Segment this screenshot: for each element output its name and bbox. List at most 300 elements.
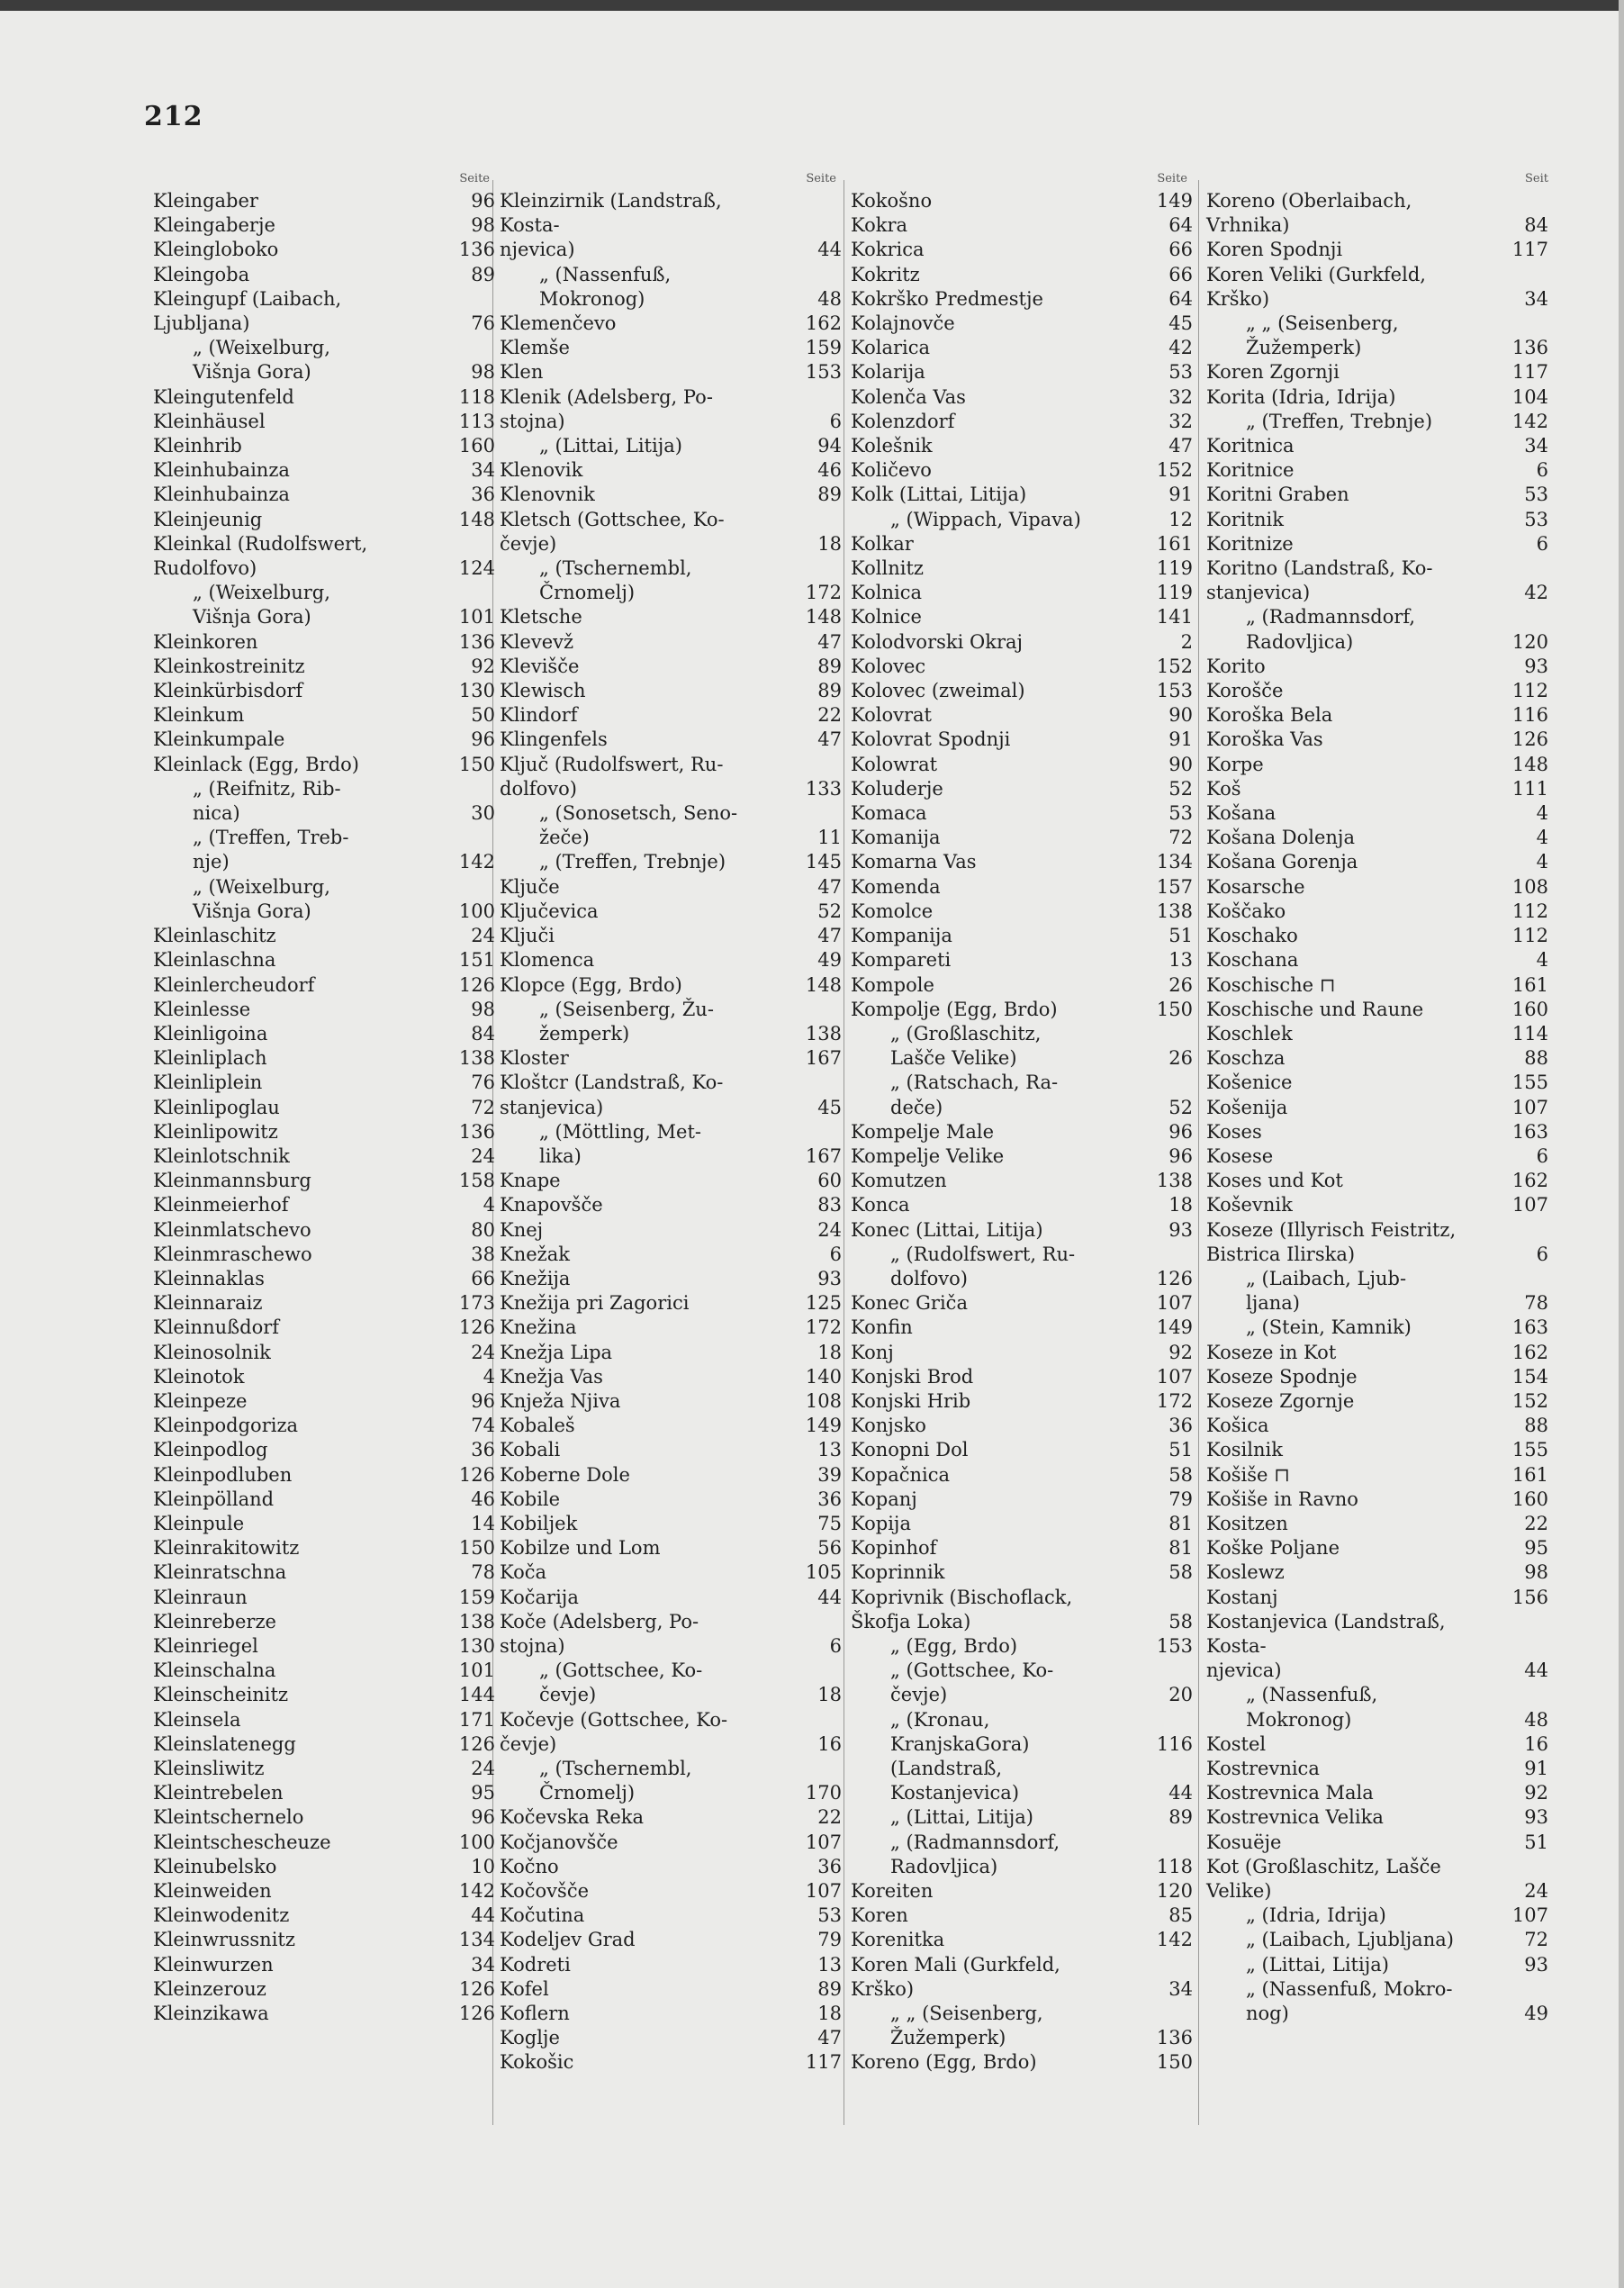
entry-page-number: 72 [1168, 827, 1193, 849]
entry-name: „ (Radmannsdorf, Radovljica) [1246, 606, 1416, 653]
entry-page-number: 107 [805, 1880, 842, 1903]
entry-name: „ (Treffen, Treb- nje) [193, 827, 349, 873]
entry-page-number: 172 [1156, 1389, 1193, 1412]
entry-page-number: 47 [817, 925, 842, 947]
entry-name: Kleinlack (Egg, Brdo) [153, 753, 359, 775]
entry-name: Kletsch (Gottschee, Ko- čevje) [500, 508, 725, 555]
index-entry [153, 434, 495, 458]
entry-name: „ (Wippach, Vipava) [890, 508, 1081, 530]
entry-page-number: 64 [1168, 287, 1193, 310]
entry-page-number: 98 [471, 214, 495, 237]
entry-name: Kleinlotschnik [153, 1144, 290, 1167]
entry-page-number: 22 [817, 704, 842, 727]
entry-page-number: 50 [471, 704, 495, 727]
entry-name: „ (Laibach, Ljubljana) [1246, 1929, 1454, 1951]
entry-name: Komaca [851, 802, 927, 825]
entry-page-number: 66 [1168, 263, 1193, 285]
index-entry [851, 1243, 1193, 1291]
index-entry [851, 1831, 1193, 1879]
entry-page-number: 172 [805, 582, 842, 604]
entry-name: Kolovec (zweimal) [851, 680, 1025, 702]
entry-name: „ (Tschernembl, Črnomelj) [539, 1758, 692, 1804]
entry-page-number: 6 [829, 1634, 842, 1657]
entry-page-number: 76 [471, 1072, 495, 1094]
index-column-2 [500, 169, 842, 2075]
entry-name: Klevevž [500, 630, 574, 653]
entry-name: Kobile [500, 1488, 561, 1510]
entry-name: „ (Idria, Idrija) [1246, 1904, 1386, 1927]
entry-name: Kočjanovšče [500, 1831, 618, 1853]
entry-name: Kleinpule [153, 1512, 245, 1534]
entry-page-number: 153 [805, 361, 842, 384]
entry-name: Kleinmannsburg [153, 1170, 311, 1192]
index-entry [500, 1438, 842, 1462]
index-entry [500, 655, 842, 679]
entry-list [153, 189, 495, 2026]
entry-name: Kosese [1206, 1144, 1274, 1167]
index-entry [1206, 1928, 1548, 1952]
entry-page-number: 155 [1511, 1439, 1548, 1461]
entry-page-number: 134 [1156, 851, 1193, 873]
index-entry [153, 213, 495, 238]
index-entry [500, 1046, 842, 1071]
entry-page-number: 34 [1524, 287, 1548, 310]
entry-page-number: 4 [1536, 802, 1548, 825]
entry-name: Kostanj [1206, 1586, 1278, 1608]
entry-name: „ (Großlaschitz, Lašče Velike) [890, 1022, 1042, 1070]
index-entry [1206, 1120, 1548, 1144]
entry-name: Ključi [500, 925, 555, 947]
entry-page-number: 158 [458, 1170, 495, 1192]
index-entry [1206, 1414, 1548, 1438]
entry-page-number: 96 [471, 1806, 495, 1829]
index-entry [851, 1805, 1193, 1830]
entry-name: „ (Weixelburg, Višnja Gora) [193, 337, 330, 384]
entry-name: „ (Treffen, Trebnje) [539, 851, 726, 873]
index-entry [153, 1267, 495, 1291]
entry-name: Kleinreberze [153, 1610, 276, 1632]
entry-name: „ (Weixelburg, Višnja Gora) [193, 582, 330, 629]
entry-name: „ (Radmannsdorf, Radovljica) [890, 1831, 1060, 1877]
index-entry [500, 1536, 842, 1560]
index-entry [1206, 1389, 1548, 1414]
index-entry [1206, 1757, 1548, 1781]
entry-page-number: 107 [805, 1831, 842, 1853]
entry-page-number: 84 [1524, 214, 1548, 237]
index-entry [500, 263, 842, 312]
entry-page-number: 44 [471, 1904, 495, 1927]
index-entry [153, 1855, 495, 1879]
entry-page-number: 92 [1168, 1341, 1193, 1363]
index-entry [153, 1218, 495, 1243]
entry-name: Koflern [500, 2003, 570, 2025]
index-entry [153, 777, 495, 826]
entry-page-number: 48 [1524, 1708, 1548, 1731]
entry-name: Kleingutenfeld [153, 385, 294, 408]
entry-name: Kompole [851, 973, 934, 996]
entry-name: Knežija pri Zagorici [500, 1292, 690, 1315]
index-entry [1206, 189, 1548, 238]
entry-page-number: 91 [1524, 1758, 1548, 1779]
entry-name: Kleingoba [153, 263, 250, 285]
entry-name: „ (Seisenberg, Žu- žemperk) [539, 998, 714, 1045]
entry-name: Kositzen [1206, 1512, 1288, 1534]
entry-name: „ (Littai, Litija) [539, 435, 682, 457]
index-entry [153, 1046, 495, 1071]
entry-page-number: 162 [1511, 1170, 1548, 1192]
entry-page-number: 4 [1536, 851, 1548, 873]
entry-name: „ (Sonosetsch, Seno- žeče) [539, 802, 738, 849]
entry-name: Kleinosolnik [153, 1341, 271, 1363]
entry-page-number: 112 [1511, 900, 1548, 922]
entry-page-number: 49 [817, 949, 842, 972]
index-entry [500, 1316, 842, 1340]
index-entry [1206, 1488, 1548, 1512]
entry-page-number: 119 [1156, 582, 1193, 604]
entry-name: Kokošno [851, 190, 933, 212]
entry-page-number: 24 [817, 1218, 842, 1241]
index-entry [500, 1757, 842, 1805]
index-entry [153, 728, 495, 752]
index-entry [851, 2002, 1193, 2050]
entry-page-number: 150 [458, 1537, 495, 1560]
entry-page-number: 45 [1168, 312, 1193, 335]
entry-name: Kloštcr (Landstraß, Ko- stanjevica) [500, 1072, 724, 1118]
entry-page-number: 46 [471, 1488, 495, 1510]
index-entry [851, 1488, 1193, 1512]
index-entry [153, 1193, 495, 1217]
entry-name: Kleinkostreinitz [153, 655, 305, 677]
entry-page-number: 83 [817, 1194, 842, 1216]
entry-page-number: 91 [1168, 484, 1193, 506]
index-entry [153, 1414, 495, 1438]
entry-name: „ (Kronau, KranjskaGora) [890, 1708, 1030, 1755]
index-entry [500, 1365, 842, 1389]
index-entry [1206, 1512, 1548, 1536]
index-entry [153, 1831, 495, 1855]
entry-page-number: 22 [817, 1806, 842, 1829]
index-entry [1206, 728, 1548, 752]
entry-name: Kopija [851, 1512, 911, 1534]
entry-page-number: 161 [1511, 1463, 1548, 1486]
entry-page-number: 112 [1511, 925, 1548, 947]
entry-page-number: 138 [805, 1022, 842, 1045]
index-entry [153, 287, 495, 336]
index-entry [1206, 679, 1548, 703]
entry-page-number: 26 [1168, 973, 1193, 996]
entry-page-number: 52 [817, 900, 842, 922]
entry-page-number: 80 [471, 1218, 495, 1241]
entry-name: Kolk (Littai, Litija) [851, 484, 1027, 506]
index-entry [153, 1488, 495, 1512]
entry-name: Koschlek [1206, 1022, 1293, 1045]
entry-page-number: 157 [1156, 875, 1193, 898]
entry-page-number: 58 [1168, 1463, 1193, 1486]
index-entry [153, 1169, 495, 1193]
entry-page-number: 44 [1524, 1659, 1548, 1682]
entry-name: Koslewz [1206, 1561, 1285, 1584]
index-entry [851, 2050, 1193, 2075]
index-entry [851, 1586, 1193, 1634]
entry-page-number: 58 [1168, 1561, 1193, 1584]
index-entry [1206, 801, 1548, 826]
index-entry [153, 753, 495, 777]
entry-page-number: 14 [471, 1512, 495, 1534]
entry-name: Knej [500, 1218, 544, 1241]
entry-name: Kompelje Male [851, 1120, 995, 1143]
entry-page-number: 90 [1168, 704, 1193, 727]
index-entry [500, 2050, 842, 2075]
index-entry [500, 1855, 842, 1879]
index-entry [851, 1512, 1193, 1536]
entry-page-number: 126 [1156, 1267, 1193, 1289]
entry-name: Kostel [1206, 1732, 1267, 1755]
entry-name: Kletsche [500, 606, 582, 629]
entry-page-number: 155 [1511, 1072, 1548, 1094]
index-entry [851, 1879, 1193, 1904]
entry-page-number: 51 [1168, 1439, 1193, 1461]
entry-name: Kleingupf (Laibach, Ljubljana) [153, 287, 342, 335]
index-entry [1206, 1463, 1548, 1488]
index-entry [153, 1610, 495, 1634]
entry-name: Kleinliplein [153, 1072, 263, 1094]
entry-name: Kolnice [851, 606, 922, 629]
entry-name: Kompanija [851, 925, 952, 947]
entry-page-number: 162 [1511, 1341, 1548, 1363]
entry-name: Klenik (Adelsberg, Po- stojna) [500, 385, 713, 432]
entry-page-number: 42 [1524, 582, 1548, 604]
entry-page-number: 118 [458, 385, 495, 408]
entry-page-number: 156 [1511, 1586, 1548, 1608]
entry-name: Kompareti [851, 949, 952, 972]
entry-name: Kleinpodluben [153, 1463, 293, 1486]
index-entry [1206, 508, 1548, 532]
index-entry [1206, 850, 1548, 874]
entry-name: Kleinraun [153, 1586, 248, 1608]
index-column-1 [153, 169, 495, 2026]
index-entry [1206, 312, 1548, 360]
entry-page-number: 36 [471, 484, 495, 506]
entry-name: Konjski Brod [851, 1365, 974, 1388]
index-entry [1206, 483, 1548, 507]
entry-name: Koren Zgornji [1206, 361, 1340, 384]
index-entry [500, 900, 842, 924]
index-entry [851, 630, 1193, 655]
entry-name: Kleinpodlog [153, 1439, 268, 1461]
index-entry [851, 532, 1193, 556]
entry-page-number: 117 [805, 2051, 842, 2074]
entry-page-number: 159 [458, 1586, 495, 1608]
entry-page-number: 138 [458, 1610, 495, 1632]
index-entry [851, 728, 1193, 752]
index-entry [851, 312, 1193, 336]
entry-name: Koprivnik (Bischoflack, Škofja Loka) [851, 1586, 1073, 1632]
entry-page-number: 36 [1168, 1415, 1193, 1437]
entry-name: Koseze (Illyrisch Feistritz, Bistrica Ilirska) [1206, 1218, 1457, 1265]
entry-name: Kleinsliwitz [153, 1758, 265, 1779]
index-entry [851, 1904, 1193, 1928]
entry-page-number: 12 [1168, 508, 1193, 530]
entry-page-number: 130 [458, 680, 495, 702]
index-entry [153, 532, 495, 581]
entry-page-number: 104 [1511, 385, 1548, 408]
index-entry [851, 875, 1193, 900]
entry-name: Kolovrat [851, 704, 932, 727]
index-entry [851, 1659, 1193, 1707]
entry-name: Korito [1206, 655, 1266, 677]
entry-name: Kleinliplach [153, 1047, 267, 1070]
index-entry [153, 1659, 495, 1683]
entry-page-number: 49 [1524, 2003, 1548, 2025]
index-entry [153, 1732, 495, 1757]
entry-name: Kokrško Predmestje [851, 287, 1043, 310]
entry-name: Kleinpeze [153, 1389, 248, 1412]
index-entry [1206, 1316, 1548, 1340]
entry-page-number: 100 [458, 1831, 495, 1853]
entry-page-number: 24 [471, 1144, 495, 1167]
entry-page-number: 138 [1156, 1170, 1193, 1192]
entry-page-number: 81 [1168, 1512, 1193, 1534]
entry-page-number: 163 [1511, 1316, 1548, 1339]
entry-name: Korošče [1206, 680, 1284, 702]
entry-page-number: 112 [1511, 680, 1548, 702]
entry-page-number: 24 [471, 1758, 495, 1779]
entry-page-number: 34 [1524, 435, 1548, 457]
index-entry [153, 1243, 495, 1267]
entry-name: Klindorf [500, 704, 578, 727]
entry-name: Koritnica [1206, 435, 1295, 457]
entry-page-number: 152 [1156, 655, 1193, 677]
entry-page-number: 78 [471, 1561, 495, 1584]
entry-page-number: 126 [1511, 728, 1548, 751]
entry-name: Komarna Vas [851, 851, 977, 873]
index-entry [851, 483, 1193, 507]
index-entry [500, 1879, 842, 1904]
entry-name: „ (Möttling, Met- lika) [539, 1120, 701, 1167]
entry-page-number: 24 [1524, 1880, 1548, 1903]
index-entry [153, 875, 495, 924]
entry-name: Knape [500, 1170, 561, 1192]
entry-page-number: 142 [1511, 410, 1548, 432]
entry-name: Kolovrat Spodnji [851, 728, 1011, 751]
index-entry [851, 1341, 1193, 1365]
index-entry [851, 189, 1193, 213]
index-entry [851, 458, 1193, 483]
entry-page-number: 18 [817, 1684, 842, 1706]
index-entry [500, 630, 842, 655]
entry-page-number: 98 [471, 998, 495, 1020]
index-entry [1206, 973, 1548, 998]
entry-name: Knežja Lipa [500, 1341, 613, 1363]
entry-page-number: 94 [817, 435, 842, 457]
index-entry [153, 385, 495, 410]
entry-name: Kleinwrussnitz [153, 1929, 295, 1951]
entry-name: Komutzen [851, 1170, 947, 1192]
index-entry [153, 1586, 495, 1610]
entry-page-number: 18 [1168, 1194, 1193, 1216]
entry-page-number: 6 [1536, 1144, 1548, 1167]
entry-page-number: 16 [1524, 1732, 1548, 1755]
entry-page-number: 98 [1524, 1561, 1548, 1584]
entry-page-number: 95 [1524, 1537, 1548, 1560]
entry-name: Kleinslatenegg [153, 1732, 296, 1755]
entry-page-number: 114 [1511, 1022, 1548, 1045]
entry-name: Kleinligoina [153, 1022, 268, 1045]
entry-page-number: 6 [1536, 459, 1548, 482]
entry-page-number: 124 [458, 557, 495, 580]
index-entry [500, 1414, 842, 1438]
entry-name: Korenitka [851, 1929, 945, 1951]
entry-name: Kleinlaschna [153, 949, 276, 972]
entry-page-number: 85 [1168, 1904, 1193, 1927]
entry-name: Košenice [1206, 1072, 1293, 1094]
entry-name: Kleinsela [153, 1708, 241, 1731]
entry-page-number: 13 [817, 1439, 842, 1461]
index-entry [153, 189, 495, 213]
entry-page-number: 96 [471, 190, 495, 212]
entry-name: Količevo [851, 459, 932, 482]
index-entry [851, 1169, 1193, 1193]
index-entry [500, 1463, 842, 1488]
index-entry [851, 948, 1193, 972]
index-entry [851, 900, 1193, 924]
index-entry [500, 2026, 842, 2050]
entry-page-number: 84 [471, 1022, 495, 1045]
entry-name: Kopanj [851, 1488, 917, 1510]
entry-name: Kolenča Vas [851, 385, 966, 408]
entry-name: Koreno (Oberlaibach, Vrhnika) [1206, 190, 1412, 237]
column-header: Seite [459, 172, 490, 185]
index-entry [500, 2002, 842, 2026]
entry-page-number: 18 [817, 2003, 842, 2025]
entry-page-number: 93 [1524, 1953, 1548, 1976]
index-entry [851, 924, 1193, 948]
index-entry [851, 1708, 1193, 1757]
entry-page-number: 159 [805, 337, 842, 359]
entry-name: Koševnik [1206, 1194, 1293, 1216]
entry-page-number: 66 [1168, 239, 1193, 261]
index-entry [1206, 385, 1548, 410]
entry-name: Koščako [1206, 900, 1286, 922]
entry-page-number: 89 [817, 484, 842, 506]
entry-name: „ (Egg, Brdo) [890, 1634, 1018, 1657]
entry-name: Kočovšče [500, 1880, 590, 1903]
entry-name: Kleinubelsko [153, 1855, 277, 1877]
entry-name: Kleinrakitowitz [153, 1537, 300, 1560]
entry-name: Kleinlipowitz [153, 1120, 278, 1143]
entry-page-number: 119 [1156, 557, 1193, 580]
entry-name: Kopinhof [851, 1537, 937, 1560]
entry-name: Kleinweiden [153, 1880, 272, 1903]
index-entry [153, 1708, 495, 1732]
column-header: Seit [1525, 172, 1548, 185]
index-entry [1206, 1586, 1548, 1610]
index-entry [153, 1022, 495, 1046]
index-entry [851, 213, 1193, 238]
entry-page-number: 81 [1168, 1537, 1193, 1560]
entry-name: Kolajnovče [851, 312, 955, 335]
entry-name: Koren [851, 1904, 908, 1927]
entry-page-number: 79 [817, 1929, 842, 1951]
entry-name: Klenovik [500, 459, 583, 482]
index-entry [153, 1634, 495, 1659]
entry-name: Kleinotok [153, 1365, 245, 1388]
index-entry [851, 1144, 1193, 1169]
entry-name: Kolkar [851, 532, 914, 555]
entry-page-number: 126 [458, 1977, 495, 2000]
entry-name: Kleinhrib [153, 435, 242, 457]
entry-name: Koče (Adelsberg, Po- stojna) [500, 1610, 699, 1657]
